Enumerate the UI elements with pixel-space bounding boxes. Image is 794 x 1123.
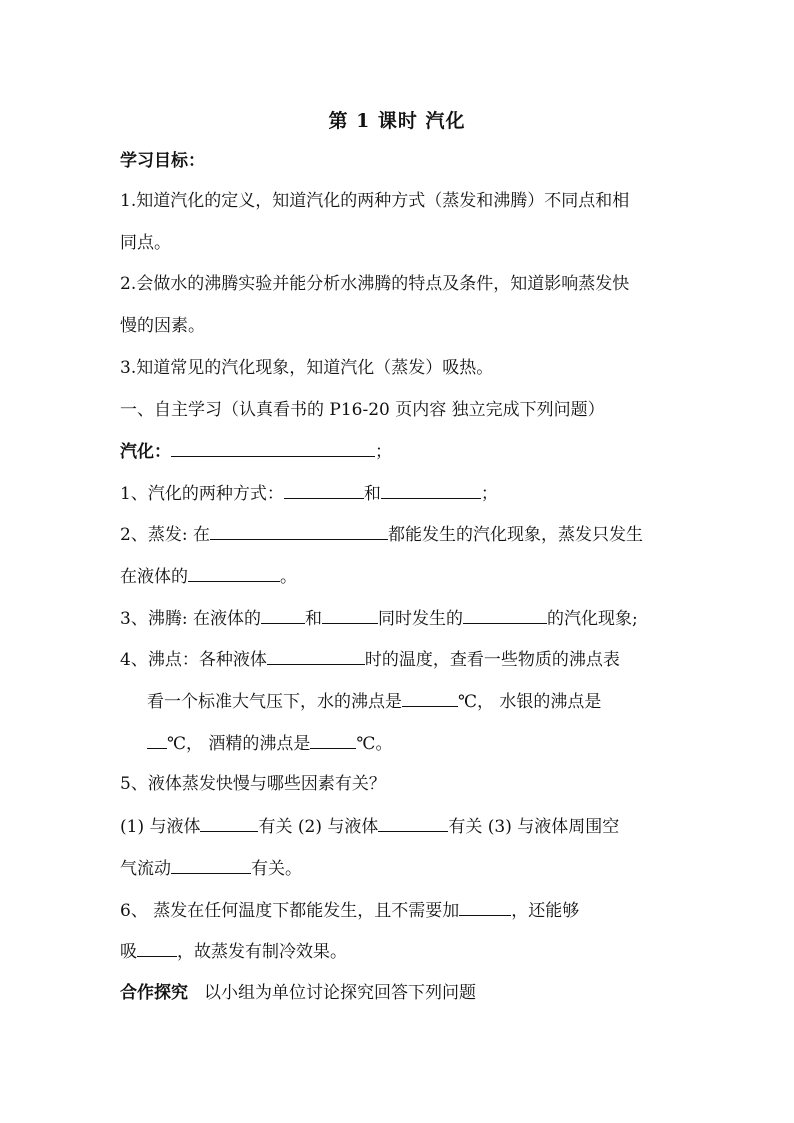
question-6-blank-a[interactable] — [459, 897, 511, 916]
question-5-line-3 — [120, 855, 682, 882]
question-1-blank-b[interactable] — [381, 480, 481, 499]
question-1 — [120, 480, 682, 507]
vaporization-end: ； — [375, 442, 392, 462]
question-4-blank-a[interactable] — [267, 646, 365, 665]
question-2-blank-b[interactable] — [188, 563, 280, 582]
question-5: 5、液体蒸发快慢与哪些因素有关？ — [120, 774, 386, 794]
question-4-text-a: 4、沸点：各种液体 — [120, 650, 267, 670]
question-3-text-c: 同时发生的 — [377, 609, 463, 629]
question-5-line-2 — [120, 813, 682, 840]
question-5-blank-a[interactable] — [200, 813, 258, 832]
question-4-text-e: ℃， 酒精的沸点是 — [167, 734, 311, 754]
question-4-end: ℃。 — [356, 734, 393, 754]
question-6-text-c: 吸 — [120, 942, 137, 962]
vaporization-definition-row — [120, 438, 682, 465]
question-6-blank-b[interactable] — [137, 938, 177, 957]
question-6-line-1 — [120, 897, 682, 924]
objective-1-line-1: 1.知道汽化的定义，知道汽化的两种方式（蒸发和沸腾）不同点和相 — [120, 191, 630, 211]
question-4-text-d: ℃， 水银的沸点是 — [458, 692, 602, 712]
objective-1-line-2: 同点。 — [120, 233, 171, 253]
question-4-blank-alcohol[interactable] — [310, 730, 356, 749]
cooperation-row — [120, 980, 682, 1006]
question-6-text-a: 6、 蒸发在任何温度下都能发生，且不需要加 — [120, 901, 460, 921]
cooperation-text: 以小组为单位讨论探究回答下列问题 — [204, 983, 476, 1003]
question-3 — [120, 605, 682, 632]
question-3-blank-a[interactable] — [261, 605, 305, 624]
question-4-line-3 — [147, 730, 682, 757]
question-2-text-a: 2、蒸发: 在 — [120, 525, 210, 545]
objective-3: 3.知道常见的汽化现象，知道汽化（蒸发）吸热。 — [120, 358, 494, 378]
question-2-line-2 — [120, 563, 682, 590]
question-4-text-b: 时的温度，查看一些物质的沸点表 — [364, 650, 620, 670]
question-4-blank-water[interactable] — [402, 688, 458, 707]
question-1-blank-a[interactable] — [284, 480, 364, 499]
question-2-text-c: 在液体的 — [120, 567, 188, 587]
question-5-text-c: 有关 (3) 与液体周围空 — [448, 817, 620, 837]
question-3-blank-b[interactable] — [322, 605, 378, 624]
question-4-line-2 — [147, 688, 682, 715]
question-5-text-d: 气流动 — [120, 859, 171, 879]
question-5-text-b: 有关 (2) 与液体 — [258, 817, 379, 837]
question-4-blank-mercury[interactable] — [147, 730, 167, 749]
question-4-text-c: 看一个标准大气压下，水的沸点是 — [147, 692, 402, 712]
question-2-blank-a[interactable] — [210, 521, 388, 540]
question-1-text: 1、汽化的两种方式： — [120, 484, 284, 504]
question-1-end: ； — [480, 484, 498, 504]
question-3-end: 的汽化现象; — [546, 609, 638, 629]
vaporization-blank[interactable] — [171, 438, 375, 457]
self-study-heading: 一、自主学习（认真看书的 P16-20 页内容 独立完成下列问题） — [120, 400, 605, 420]
question-2-end: 。 — [280, 567, 297, 587]
question-6-line-2 — [120, 938, 682, 965]
cooperation-label: 合作探究 — [120, 983, 188, 1003]
lesson-title: 第 1 课时 汽化 — [328, 110, 466, 132]
vaporization-label: 汽化： — [120, 442, 171, 462]
question-3-and: 和 — [304, 609, 322, 629]
question-5-blank-c[interactable] — [171, 855, 251, 874]
question-5-end: 有关。 — [251, 859, 302, 879]
objective-2-line-2: 慢的因素。 — [120, 316, 205, 336]
question-6-text-b: ，还能够 — [511, 901, 580, 921]
question-5-blank-b[interactable] — [378, 813, 448, 832]
objective-2-line-1: 2.会做水的沸腾实验并能分析水沸腾的特点及条件，知道影响蒸发快 — [120, 274, 630, 294]
question-2-text-b: 都能发生的汽化现象，蒸发只发生 — [387, 525, 643, 545]
question-5-text-a: (1) 与液体 — [120, 817, 201, 837]
question-6-end: ，故蒸发有制冷效果。 — [177, 942, 347, 962]
question-2-line-1 — [120, 521, 682, 548]
question-4-line-1 — [120, 646, 682, 673]
question-3-blank-c[interactable] — [463, 605, 547, 624]
question-3-text-a: 3、沸腾: 在液体的 — [120, 609, 261, 629]
question-1-and: 和 — [363, 484, 381, 504]
objectives-heading: 学习目标： — [120, 151, 205, 171]
